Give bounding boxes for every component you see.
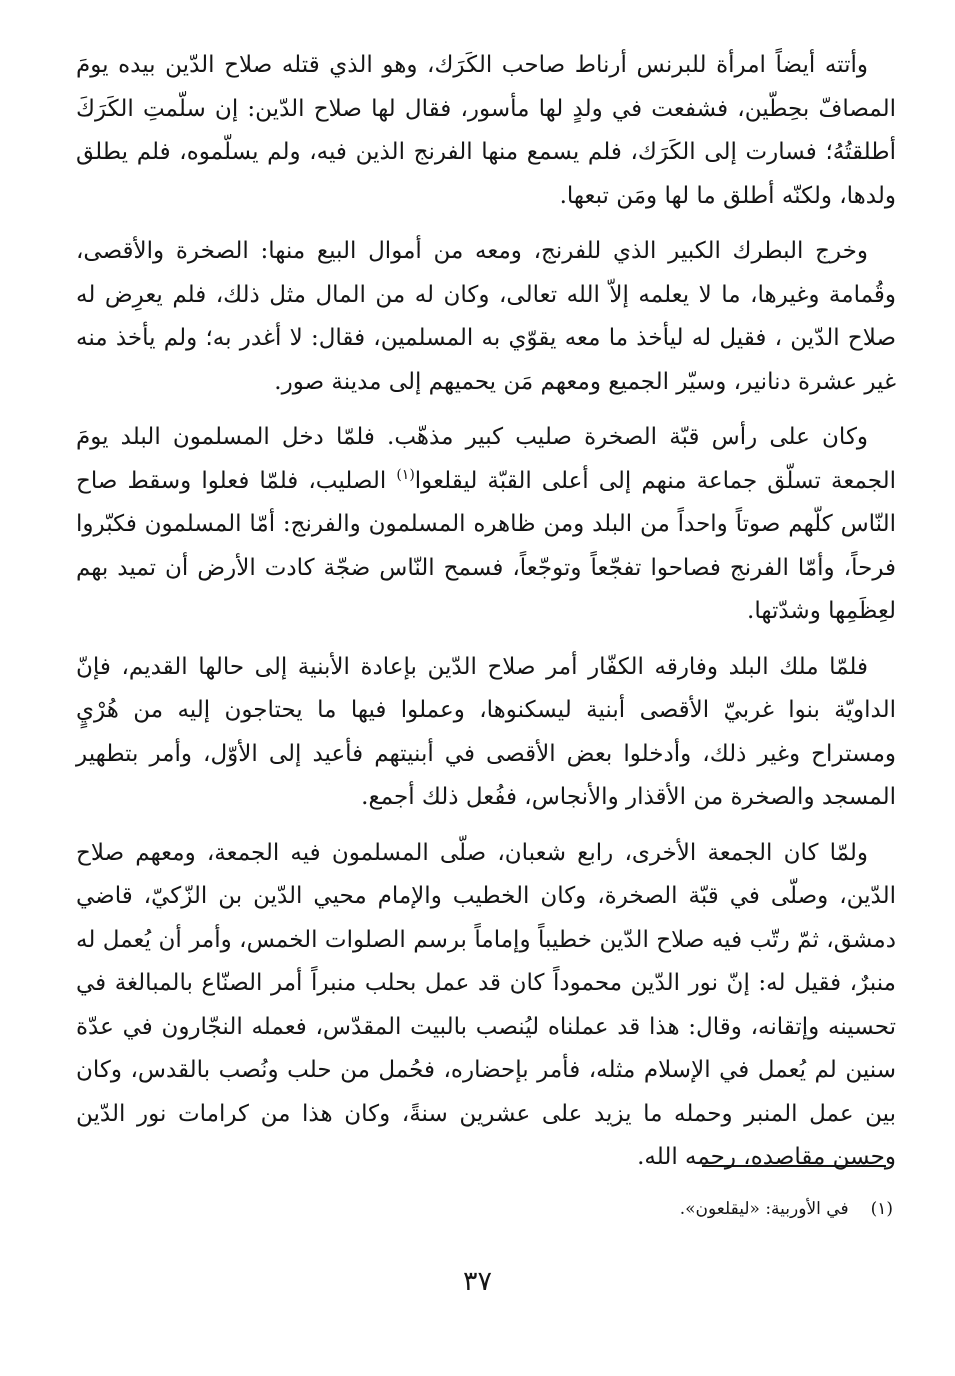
footnote-reference[interactable]: (١)	[396, 466, 415, 483]
footnote	[680, 1196, 893, 1222]
main-text	[76, 44, 896, 1180]
paragraph-5: ولمّا كان الجمعة الأخرى، رابع شعبان، صلّى المسلمون فيه الجمعة، ومعهم صلاح الدّين، وصلّى في قبّة الصخرة، وكان الخطيب والإمام محيي الدّين بن الزّكيّ، قاضي دمشق، ثمّ رتّب فيه صلاح الدّين خطيباً وإماماً برسم الصلوات الخمس، وأمر أن يُعمل له منبرٌ، فقيل له: إنّ نور الدّين محموداً كان قد عمل بحلب منبراً أمر الصنّاع بالمبالغة في تحسينه وإتقانه، وقال: هذا قد عملناه ليُنصب بالبيت المقدّس، فعمله النجّارون في عدّة سنين لم يُعمل في الإسلام مثله، فأمر بإحضاره، فحُمل من حلب ونُصب بالقدس، وكان بين عمل المنبر وحمله ما يزيد على عشرين سنةً، وكان هذا من كرامات نور الدّين وحسن مقاصده، رحمه الله.	[76, 839, 896, 1170]
footnote-text: في الأوربية: «ليقلعون».	[679, 1199, 849, 1219]
paragraph-4: فلمّا ملك البلد وفارقه الكفّار أمر صلاح الدّين بإعادة الأبنية إلى حالها القديم، فإنّ الداويّة بنوا غربيّ الأقصى أبنية ليسكنوها، وعملوا فيها ما يحتاجون إليه من هُرْيٍ ومستراح وغير ذلك، وأدخلوا بعض الأقصى في أبنيتهم فأعيد إلى الأوّل، وأمر بتطهير المسجد والصخرة من الأقذار والأنجاس، ففُعل ذلك أجمع.	[76, 653, 896, 810]
paragraph-1: وأتته أيضاً امرأة للبرنس أرناط صاحب الكَرَك، وهو الذي قتله صلاح الدّين بيده يومَ المصافّ بحِطّين، فشفعت في ولدٍ لها مأسور، فقال لها صلاح الدّين: إن سلّمتِ الكَرَكَ أطلقتُهُ؛ فسارت إلى الكَرَك، فلم يسمع منها الفرنج الذين فيه، ولم يسلّموه، فلم يطلق ولدها، ولكنّه أطلق ما لها ومَن تبعها.	[76, 52, 896, 209]
paragraph-3-start: وكان على رأس قبّة الصخرة صليب كبير مذهّب. فلمّا دخل المسلمون البلد يومَ الجمعة تسلّق جماعة منهم إلى أعلى القبّة ليقلعوا	[76, 424, 896, 494]
paragraph-3	[76, 416, 896, 634]
page-number: ٣٧	[462, 1266, 492, 1297]
paragraph-2: وخرج البطرك الكبير الذي للفرنج، ومعه من أموال البيع منها: الصخرة والأقصى، وقُمامة وغيرها، ما لا يعلمه إلاّ الله تعالى، وكان له من المال مثل ذلك، فلم يعرِض له صلاح الدّين ، فقيل له ليأخذ ما معه يقوّي به المسلمين، فقال: لا أغدر به؛ ولم يأخذ منه غير عشرة دنانير، وسيّر الجميع ومعهم مَن يحميهم إلى مدينة صور.	[76, 238, 896, 395]
footnote-divider	[702, 1165, 886, 1167]
footnote-number: (١)	[870, 1199, 893, 1219]
paragraph-3-end: الصليب، فلمّا فعلوا وسقط صاح النّاس كلّهم صوتاً واحداً من البلد ومن ظاهره المسلمون والفرنج: أمّا المسلمون فكبّروا فرحاً، وأمّا الفرنج فصاحوا تفجّعاً وتوجّعاً، فسمح النّاس ضجّة كادت الأرض أن تميد بهم لعِظَمِها وشدّتها.	[76, 467, 896, 624]
